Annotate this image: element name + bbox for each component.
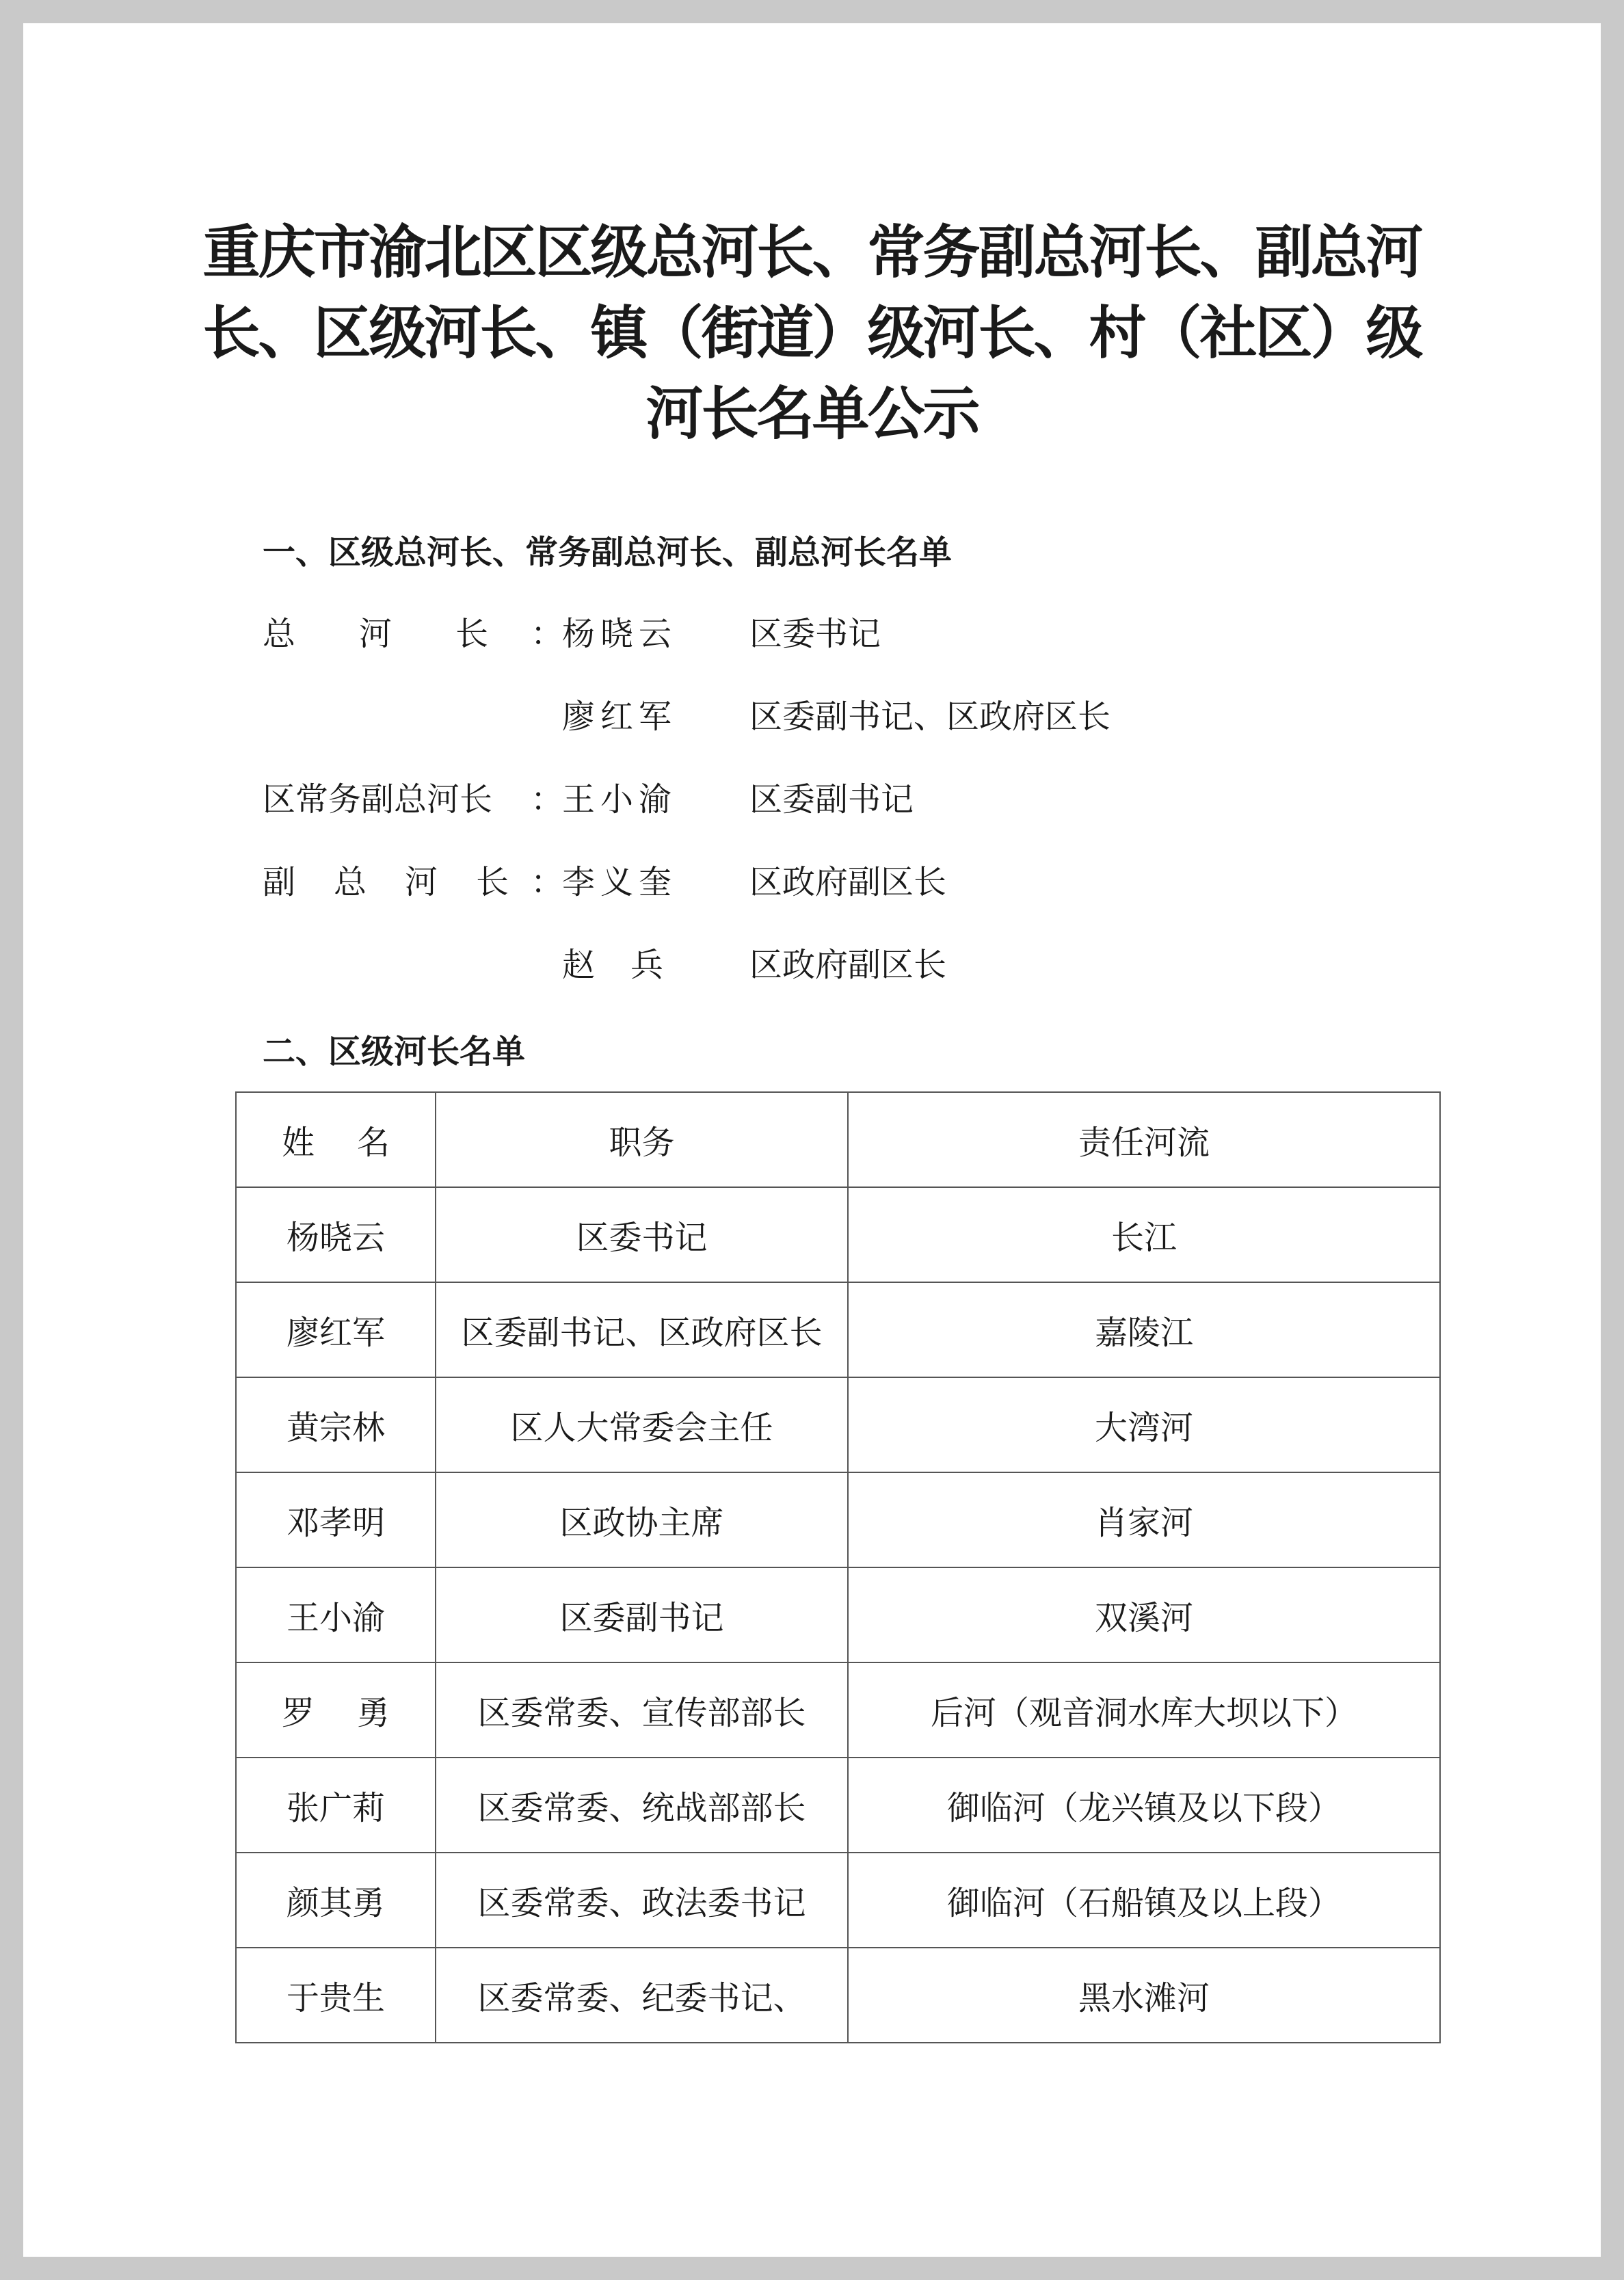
section-2-heading: 二、区级河长名单 — [263, 1033, 526, 1071]
cell-name: 廖红军 — [236, 1282, 436, 1377]
cell-name: 邓孝明 — [236, 1472, 436, 1567]
name-char: 义 — [600, 863, 633, 901]
person-name — [562, 858, 671, 906]
cell-name — [236, 1662, 436, 1758]
cell-post: 区委副书记 — [436, 1567, 848, 1662]
table-row — [236, 1567, 1440, 1662]
name-char: 晓 — [600, 615, 633, 653]
name-char: 军 — [638, 698, 671, 736]
name-char: 杨 — [562, 615, 596, 653]
cell-name: 颜其勇 — [236, 1853, 436, 1948]
role-label — [263, 858, 509, 906]
table-header-row — [236, 1092, 1440, 1187]
cell-river: 御临河（龙兴镇及以下段） — [848, 1758, 1440, 1853]
title-line-2: 长、区级河长、镇（街道）级河长、村（社区）级 — [202, 300, 1422, 367]
name-char: 赵 — [562, 946, 596, 984]
person-name — [562, 610, 671, 658]
header-post: 职务 — [436, 1092, 848, 1187]
cell-river: 大湾河 — [848, 1377, 1440, 1472]
name-char: 小 — [600, 780, 633, 819]
cell-name: 于贵生 — [236, 1948, 436, 2043]
cell-name-char: 罗 — [282, 1694, 315, 1732]
cell-river: 双溪河 — [848, 1567, 1440, 1662]
person-post: 区委副书记、区政府区长 — [749, 698, 1111, 736]
cell-post: 区委书记 — [436, 1187, 848, 1282]
role-label — [263, 776, 492, 823]
document-title — [0, 212, 1624, 454]
role-label-text: 区常务副总河长 — [263, 780, 493, 819]
role-label-char: 副 — [263, 863, 296, 901]
cell-post: 区委常委、统战部部长 — [436, 1758, 848, 1853]
cell-river: 长江 — [848, 1187, 1440, 1282]
cell-name-char: 勇 — [356, 1694, 390, 1732]
person-name — [562, 693, 671, 741]
role-label-char: 河 — [404, 863, 438, 901]
name-char: 兵 — [630, 946, 663, 984]
role-colon: ： — [531, 780, 564, 819]
table-row — [236, 1948, 1440, 2043]
cell-river: 嘉陵江 — [848, 1282, 1440, 1377]
role-label-char: 总 — [333, 863, 367, 901]
name-char: 云 — [638, 615, 671, 653]
cell-post: 区委常委、政法委书记 — [436, 1853, 848, 1948]
cell-post: 区政协主席 — [436, 1472, 848, 1567]
cell-post: 区委副书记、区政府区长 — [436, 1282, 848, 1377]
table-row — [236, 1472, 1440, 1567]
title-line-1: 重庆市渝北区区级总河长、常务副总河长、副总河 — [202, 219, 1422, 286]
role-label-char: 长 — [455, 615, 488, 653]
table-row — [236, 1662, 1440, 1758]
cell-river: 后河（观音洞水库大坝以下） — [848, 1662, 1440, 1758]
role-colon: ： — [531, 615, 564, 653]
name-char: 廖 — [562, 698, 596, 736]
person-post: 区政府副区长 — [749, 946, 947, 984]
table-row — [236, 1377, 1440, 1472]
person-name — [562, 941, 663, 989]
header-name — [236, 1092, 436, 1187]
header-name-char: 姓 — [282, 1124, 315, 1162]
role-label-char: 长 — [475, 863, 509, 901]
person-post: 区委副书记 — [749, 780, 914, 819]
table-row — [236, 1187, 1440, 1282]
cell-name: 黄宗林 — [236, 1377, 436, 1472]
table-row — [236, 1282, 1440, 1377]
cell-name: 张广莉 — [236, 1758, 436, 1853]
cell-post: 区人大常委会主任 — [436, 1377, 848, 1472]
header-river: 责任河流 — [848, 1092, 1440, 1187]
cell-post: 区委常委、纪委书记、 — [436, 1948, 848, 2043]
cell-post: 区委常委、宣传部部长 — [436, 1662, 848, 1758]
title-line-3: 河长名单公示 — [645, 380, 979, 447]
person-post: 区委书记 — [749, 615, 881, 653]
name-char: 王 — [562, 780, 596, 819]
header-name-char: 名 — [356, 1124, 390, 1162]
name-char: 红 — [600, 698, 633, 736]
river-chief-table — [235, 1091, 1441, 2043]
name-char: 奎 — [638, 863, 671, 901]
cell-name: 杨晓云 — [236, 1187, 436, 1282]
name-char: 李 — [562, 863, 596, 901]
cell-river: 肖家河 — [848, 1472, 1440, 1567]
cell-name: 王小渝 — [236, 1567, 436, 1662]
table-row — [236, 1758, 1440, 1853]
role-label-char: 河 — [358, 615, 392, 653]
person-name — [562, 776, 671, 823]
cell-river: 御临河（石船镇及以上段） — [848, 1853, 1440, 1948]
person-post: 区政府副区长 — [749, 863, 947, 901]
table-row — [236, 1853, 1440, 1948]
section-1-heading: 一、区级总河长、常务副总河长、副总河长名单 — [263, 533, 953, 572]
role-label — [263, 610, 488, 658]
role-colon: ： — [531, 863, 564, 901]
cell-river: 黑水滩河 — [848, 1948, 1440, 2043]
name-char: 渝 — [638, 780, 671, 819]
role-label-char: 总 — [263, 615, 296, 653]
